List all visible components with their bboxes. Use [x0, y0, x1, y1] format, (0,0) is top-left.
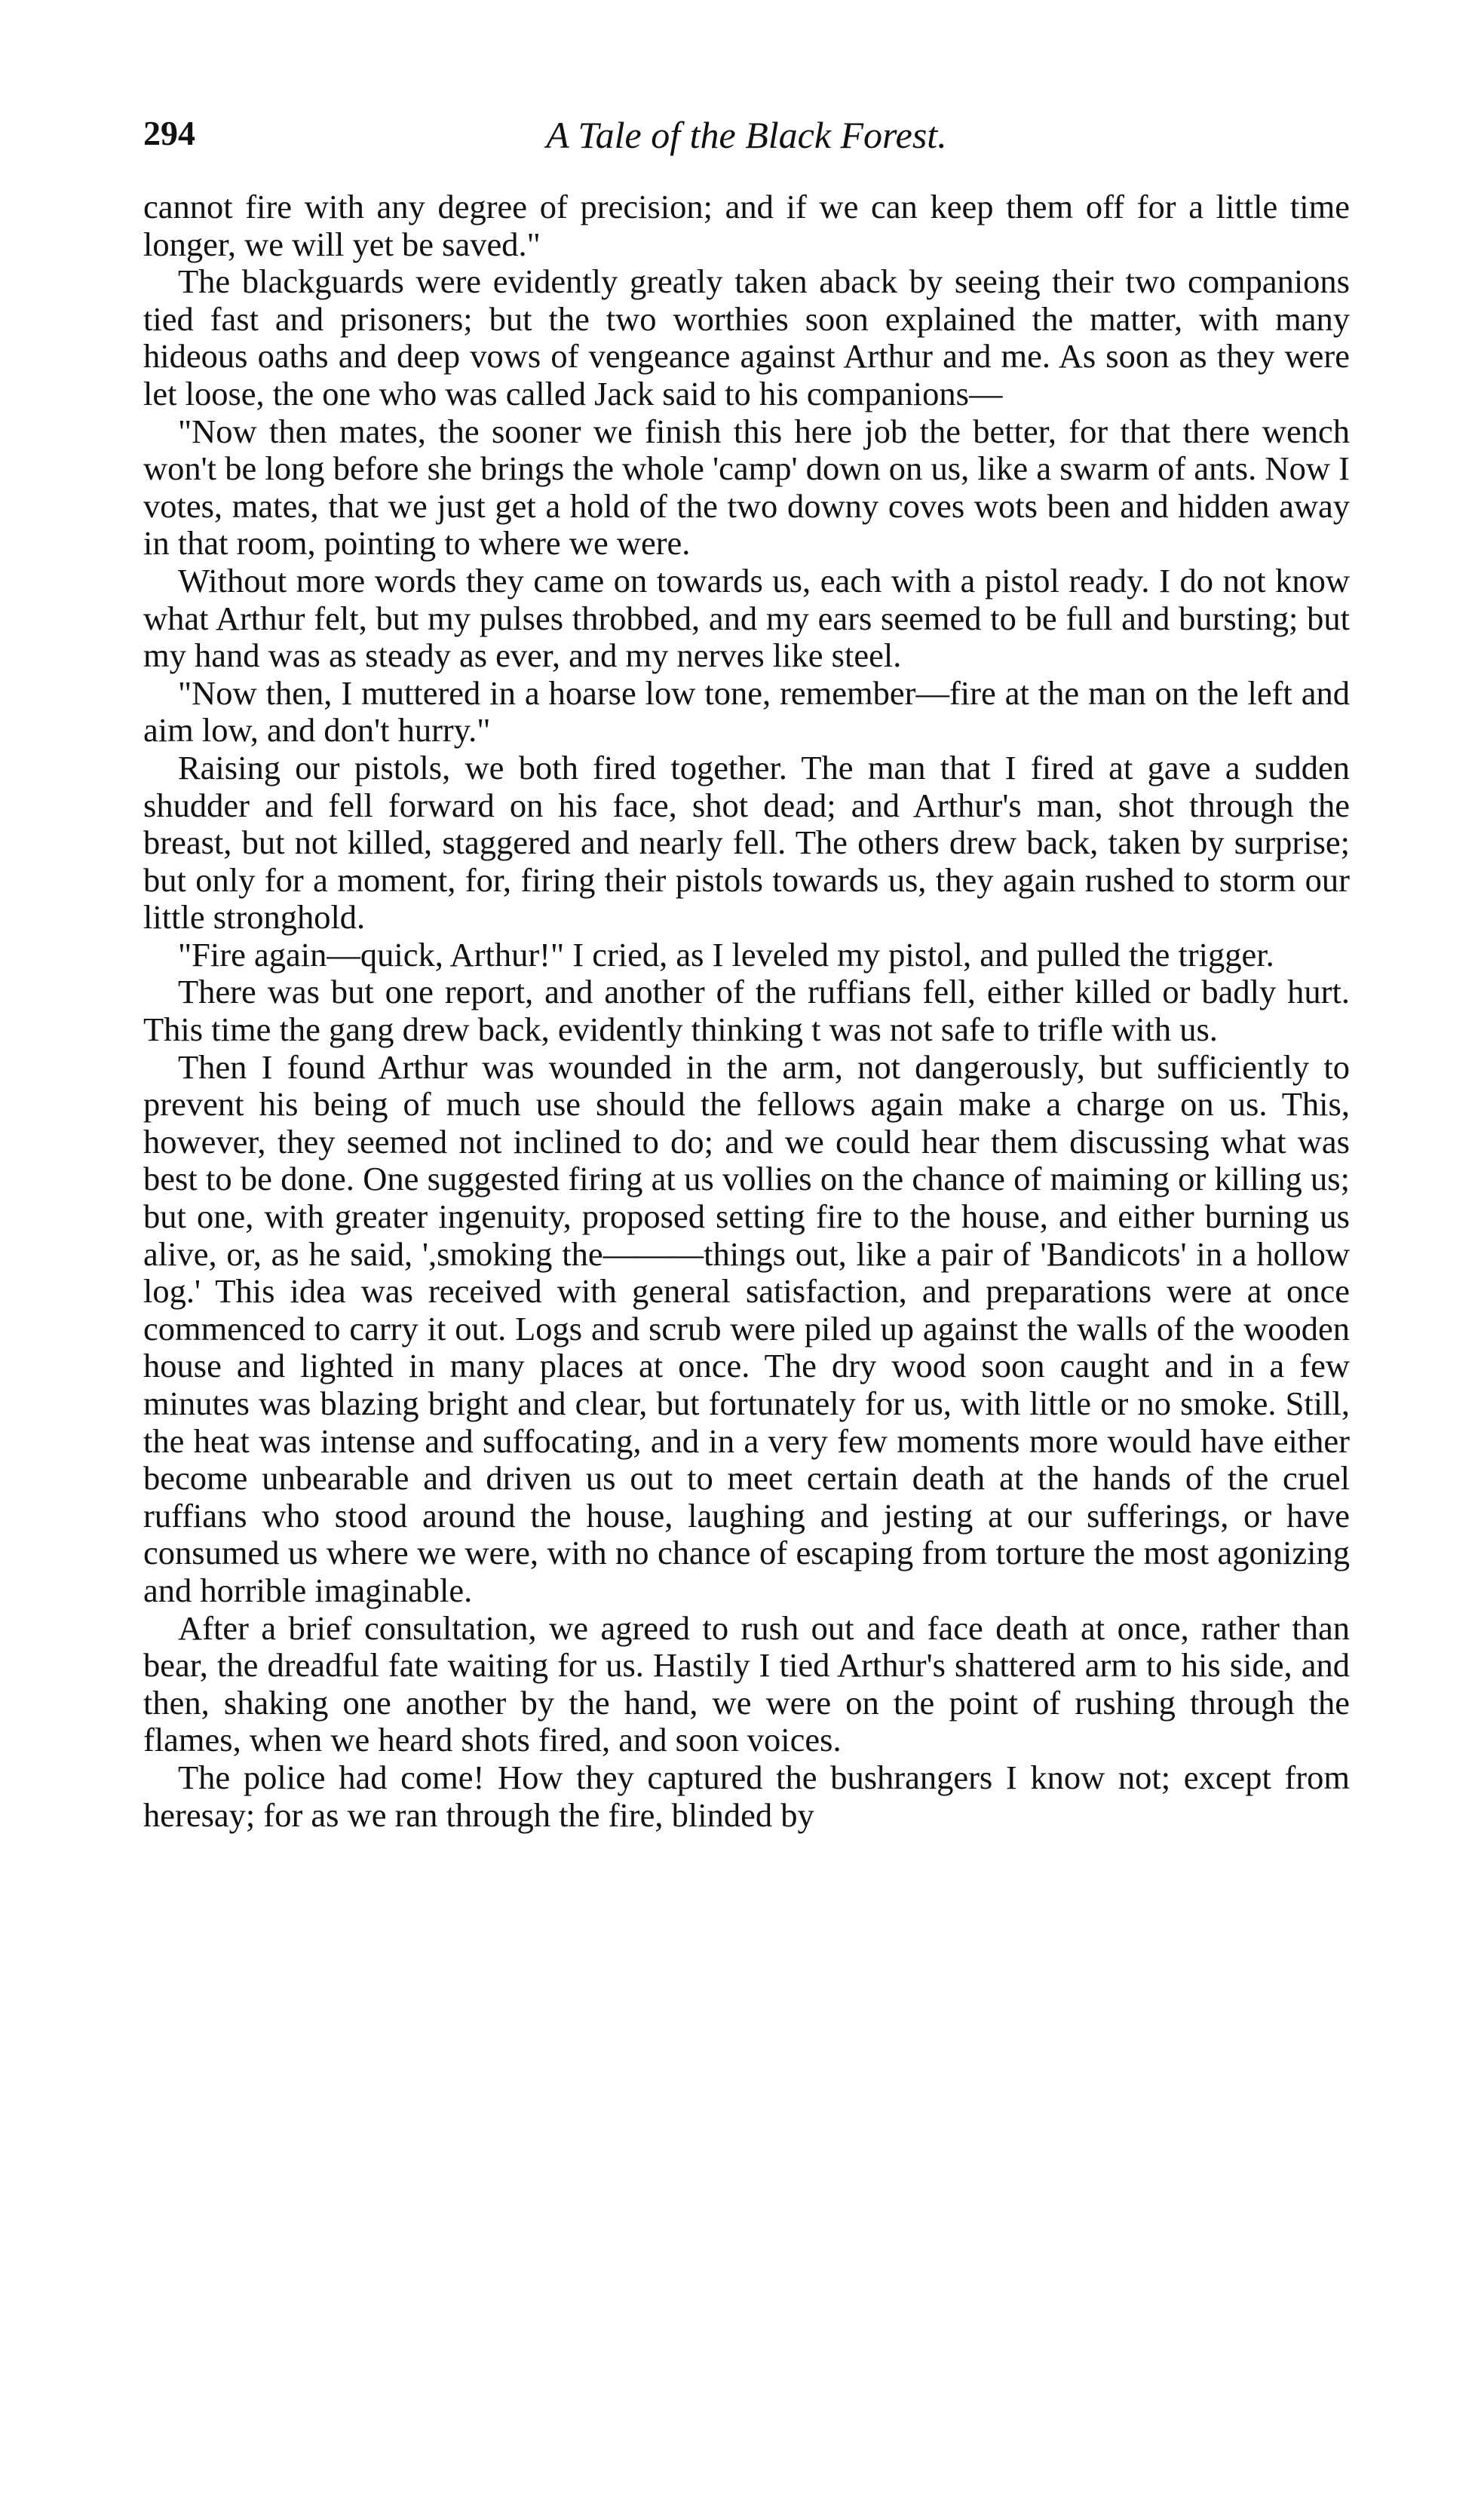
paragraph: There was but one report, and another of the ruffians fell, either killed or badly hurt. This time the gang drew back, evidently thinking t was not safe to trifle with us.: [143, 973, 1350, 1049]
paragraph: "Now then mates, the sooner we finish this here job the better, for that there wench won't be long before she brings the whole 'camp' down on us, like a swarm of ants. Now I votes, mates, that we just get a hold of the two downy coves wots been and hidden away in that room, pointing to where we were.: [143, 412, 1350, 563]
paragraph: Without more words they came on towards us, each with a pistol ready. I do not know what Arthur felt, but my pulses throbbed, and my ears seemed to be full and bursting; but my hand was as steady as ever, and my nerves like steel.: [143, 561, 1350, 675]
running-head: [143, 113, 1350, 173]
running-title: A Tale of the Black Forest.: [546, 114, 947, 156]
paragraph: "Fire again—quick, Arthur!" I cried, as I leveled my pistol, and pulled the trigger.: [178, 935, 1274, 974]
paragraph: The police had come! How they captured the bushrangers I know not; except from heresay; for as we ran through the fire, blinded by: [143, 1758, 1350, 1834]
page-number: 294: [143, 114, 195, 152]
paragraph: Raising our pistols, we both fired together. The man that I fired at gave a sudden shudder and fell forward on his face, shot dead; and Arthur's man, shot through the breast, but not killed, staggered and nearly fell. The others drew back, taken by surprise; but only for a moment, for, firing their pistols towards us, they again rushed to storm our little stronghold.: [143, 748, 1350, 937]
paragraph: cannot fire with any degree of precision; and if we can keep them off for a little time longer, we will yet be saved.": [143, 188, 1350, 263]
paragraph: Then I found Arthur was wounded in the arm, not dangerously, but sufficiently to prevent his being of much use should the fellows again make a charge on us. This, however, they seemed not inclined to do; and we could hear them discussing what was best to be done. One suggested firing at us vollies on the chance of maiming or killing us; but one, with greater ingenuity, proposed setting fire to the house, and either burning us alive, or, as he said, ',smoking the———things out, like a pair of 'Bandicots' in a hollow log.' This idea was received with general satisfaction, and preparations were at once commenced to carry it out. Logs and scrub were piled up against the walls of the wooden house and lighted in many places at once. The dry wood soon caught and in a few minutes was blazing bright and clear, but fortunately for us, with little or no smoke. Still, the heat was intense and suffocating, and in a very few moments more would have either become unbearable and driven us out to meet certain death at the hands of the cruel ruffians who stood around the house, laughing and jesting at our sufferings, or have consumed us where we were, with no chance of escaping from torture the most agonizing and horrible imaginable.: [143, 1047, 1350, 1609]
paragraph: The blackguards were evidently greatly taken aback by seeing their two companions tied fast and prisoners; but the two worthies soon explained the matter, with many hideous oaths and deep vows of vengeance against Arthur and me. As soon as they were let loose, the one who was called Jack said to his companions—: [143, 262, 1350, 412]
book-page: [143, 113, 1350, 1834]
paragraph: "Now then, I muttered in a hoarse low tone, remember—fire at the man on the left and aim low, and don't hurry.": [143, 673, 1350, 750]
body-text: [143, 189, 1350, 1834]
paragraph: After a brief consultation, we agreed to rush out and face death at once, rather than bear, the dreadful fate waiting for us. Hastily I tied Arthur's shattered arm to his side, and then, shaking one another by the hand, we were on the point of rushing through the flames, when we heard shots fired, and soon voices.: [143, 1608, 1350, 1759]
